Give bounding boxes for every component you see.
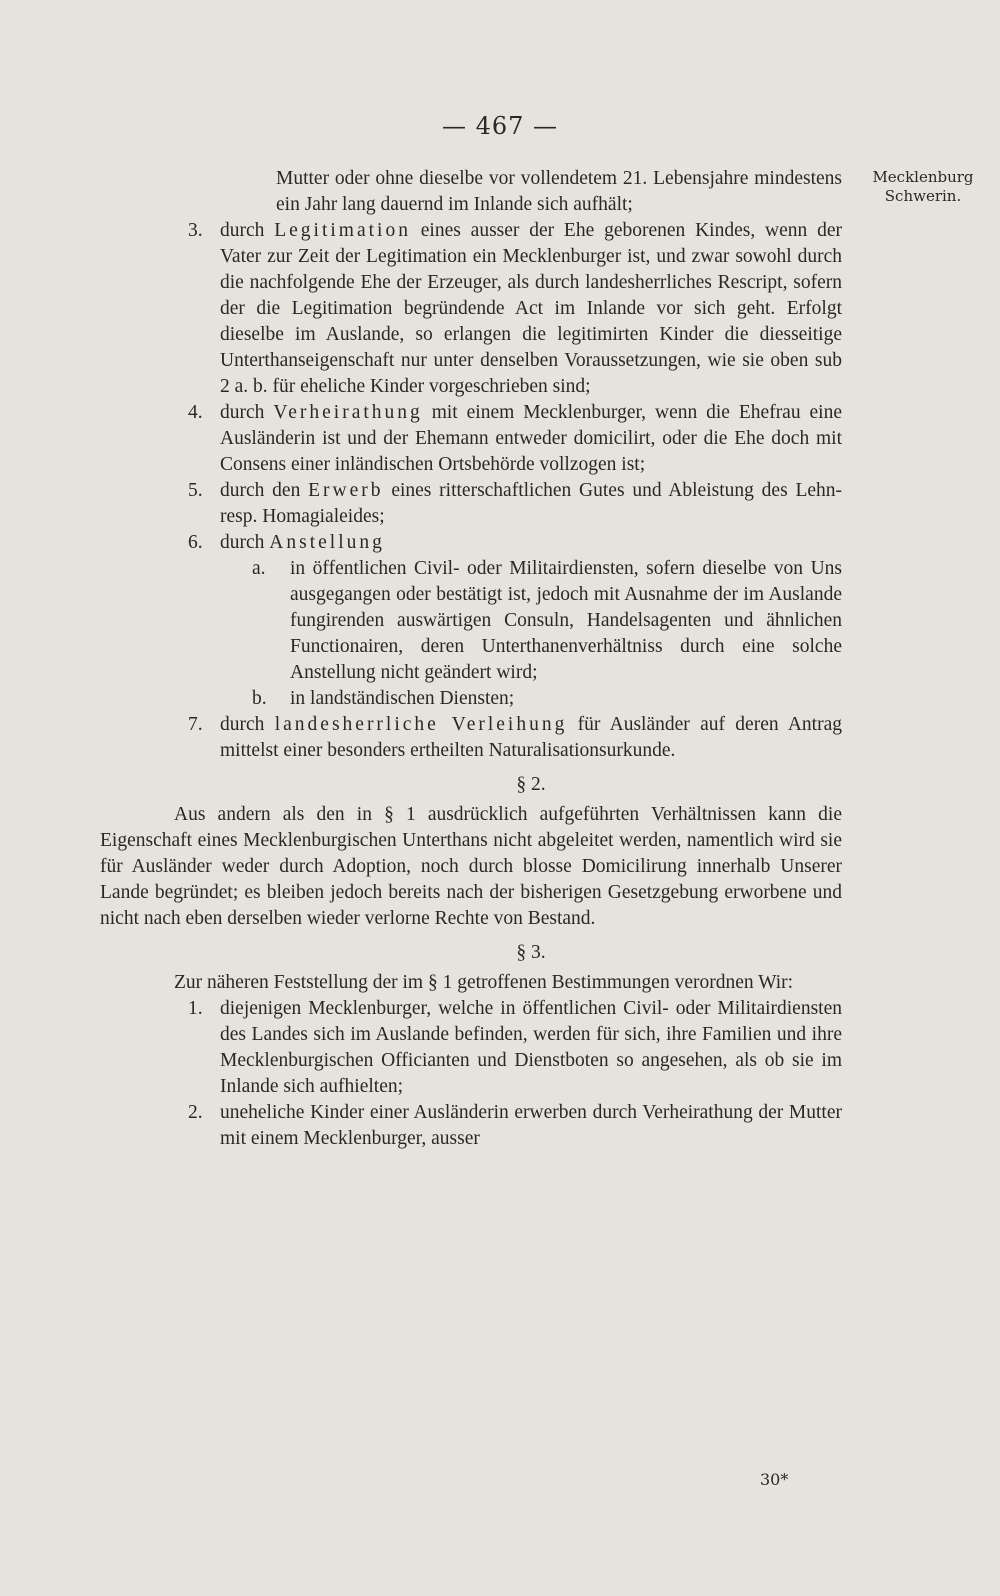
item-number: 2.	[188, 1102, 203, 1123]
item-text-post: eines ritterschaftlichen Gutes und Ableistung des Lehn- resp. Homagialeides;	[220, 480, 843, 527]
item-text: diejenigen Mecklenburger, welche in öffentlichen Civil- oder Militairdiensten des Landes sich im Auslande befinden, werden für sich, ihre Familien und ihre Mecklenburgischen Officianten und Dienstboten so angesehen, als ob sie im Inlande sich aufhielten;	[220, 998, 842, 1097]
item-emphasis: Verheirathung	[273, 402, 423, 423]
item-emphasis: Legitimation	[274, 220, 411, 241]
item-number: 3.	[188, 220, 203, 241]
item-number: 5.	[188, 480, 203, 501]
sub-item-a	[100, 556, 842, 686]
sub-item-letter: a.	[252, 558, 266, 579]
item-text-pre: durch	[220, 402, 274, 423]
item-emphasis: Erwerb	[308, 480, 384, 501]
item-number: 4.	[188, 402, 203, 423]
document-body	[100, 166, 842, 1152]
item-number: 6.	[188, 532, 203, 553]
section-3-paragraph: Zur näheren Feststellung der im § 1 getroffenen Bestimmungen verordnen Wir:	[174, 972, 794, 993]
margin-note-line-2: Schwerin.	[884, 187, 962, 205]
item-text-pre: durch den	[220, 480, 309, 501]
list-item-3	[100, 218, 842, 400]
item-text-post: mit einem Mecklenburger, wenn die Ehefrau eine Ausländerin ist und der Ehemann entweder domicilirt, oder die Ehe doch mit Consens einer inländischen Ortsbehörde vollzogen ist;	[220, 402, 842, 475]
item-text: uneheliche Kinder einer Ausländerin erwerben durch Verheirathung der Mutter mit einem Mecklenburger, ausser	[220, 1102, 842, 1149]
item-text-pre: durch	[220, 532, 270, 553]
section-3-item-1	[100, 996, 842, 1100]
margin-note	[858, 168, 988, 206]
section-3-heading: § 3.	[516, 942, 546, 963]
sub-item-letter: b.	[252, 688, 267, 709]
item-emphasis: landesherrliche Verleihung	[274, 714, 568, 735]
item-number: 1.	[188, 998, 203, 1019]
list-item-6	[100, 530, 842, 556]
list-item-7	[100, 712, 842, 764]
section-2-heading: § 2.	[516, 774, 546, 795]
margin-note-line-1: Mecklenburg	[872, 168, 974, 186]
page-number: — 467 —	[441, 112, 559, 140]
signature-mark: 30*	[760, 1470, 789, 1489]
continuation-paragraph: Mutter oder ohne dieselbe vor vollendetem 21. Lebensjahre mindestens ein Jahr lang dauernd im Inlande sich aufhält;	[276, 168, 842, 215]
item-emphasis: Anstellung	[269, 532, 385, 553]
sub-item-text: in landständischen Diensten;	[290, 688, 515, 709]
item-text-post: für Ausländer auf deren Antrag mittelst einer besonders ertheilten Naturalisationsurkunde.	[220, 714, 842, 761]
section-3-item-2	[100, 1100, 842, 1152]
section-2-paragraph: Aus andern als den in § 1 ausdrücklich aufgeführten Verhältnissen kann die Eigenschaft eines Mecklenburgischen Unterthans nicht abgeleitet werden, namentlich wird sie für Ausländer weder durch Adoption, noch durch blosse Domicilirung innerhalb Unserer Lande begründet; es bleiben jedoch bereits nach der bisherigen Gesetzgebung erworbene und nicht nach eben derselben wieder verlorne Rechte von Bestand.	[100, 804, 842, 929]
sub-item-b	[100, 686, 842, 712]
item-text-pre: durch	[220, 714, 275, 735]
item-text-pre: durch	[220, 220, 275, 241]
item-number: 7.	[188, 714, 203, 735]
sub-item-text: in öffentlichen Civil- oder Militairdiensten, sofern dieselbe von Uns ausgegangen oder bestätigt ist, jedoch mit Ausnahme der im Auslande fungirenden auswärtigen Consuln, Handelsagenten und ähnlichen Functionairen, deren Unterthanenverhältniss durch eine solche Anstellung nicht geändert wird;	[290, 558, 842, 683]
list-item-4	[100, 400, 842, 478]
list-item-5	[100, 478, 842, 530]
item-text-post: eines ausser der Ehe geborenen Kindes, wenn der Vater zur Zeit der Legitimation ein Mecklenburger ist, und zwar sowohl durch die nachfolgende Ehe der Erzeuger, als durch landesherrliches Rescript, sofern der die Legitimation begründende Act im Inlande vor sich geht. Erfolgt dieselbe im Auslande, so erlangen die legitimirten Kinder die diesseitige Unterthanseigenschaft nur unter denselben Voraussetzungen, wie sie oben sub 2 a. b. für eheliche Kinder vorgeschrieben sind;	[220, 220, 842, 397]
